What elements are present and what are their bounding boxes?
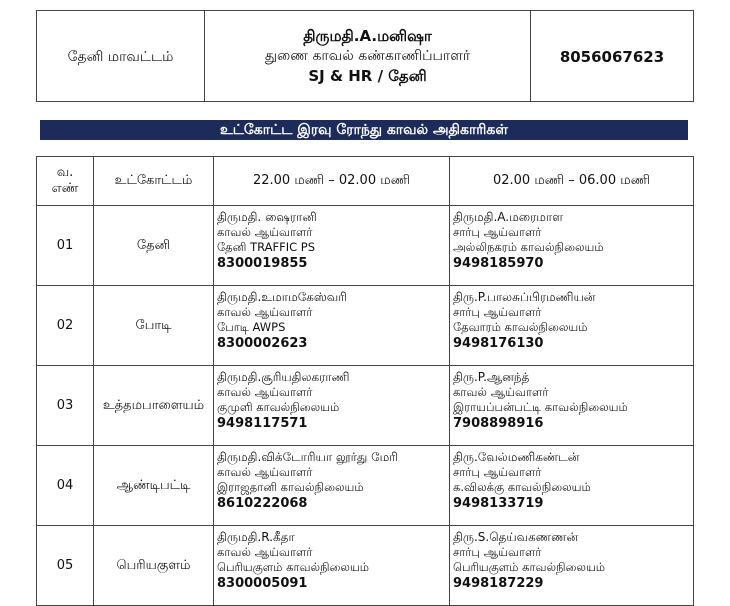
officer-rank: காவல் ஆய்வாளர்	[217, 305, 313, 319]
table-row	[37, 526, 694, 606]
officer-phone: 8300019855	[217, 256, 308, 271]
row-serial-no: 02	[37, 286, 94, 366]
table-row	[37, 446, 694, 526]
row-serial-no: 01	[37, 206, 94, 286]
officer-rank: காவல் ஆய்வாளர்	[217, 545, 313, 559]
officer-phone: 9498133719	[453, 496, 544, 511]
header-division: உட்கோட்டம்	[94, 157, 214, 206]
officer-phone-cell	[531, 11, 694, 102]
officer-rank: சார்பு ஆய்வாளர்	[453, 465, 542, 479]
officer-station: இராயப்பன்பட்டி காவல்நிலையம்	[453, 400, 628, 414]
officer-phone: 9498185970	[453, 256, 544, 271]
officer-station: க.விலக்கு காவல்நிலையம்	[453, 480, 591, 494]
officer-name: திருமதி.விக்டோரியா லூர்து மேரி	[217, 450, 398, 464]
officer-phone: 9498176130	[453, 336, 544, 351]
officer-shift2-cell	[450, 286, 694, 366]
officer-name: திரு.S.தெய்வகணணன்	[453, 530, 578, 544]
officer-title: துணை காவல் கண்காணிப்பாளர்	[264, 48, 471, 64]
table-header-row	[37, 157, 694, 206]
officer-rank: காவல் ஆய்வாளர்	[217, 225, 313, 239]
district-name: தேனி மாவட்டம்	[67, 48, 174, 65]
officer-station: குமுளி காவல்நிலையம்	[217, 400, 340, 414]
officer-name: திருமதி.A.மனிஷா	[303, 27, 432, 45]
officer-name: திருமதி.A.மரைமாள	[453, 210, 564, 224]
officer-name: திருமதி.R.கீதா	[217, 530, 295, 544]
officer-station: தேவாரம் காவல்நிலையம்	[453, 320, 588, 334]
row-division: ஆண்டிபட்டி	[94, 446, 214, 526]
officer-shift1-cell	[214, 446, 450, 526]
officer-phone: 8610222068	[217, 496, 308, 511]
officer-rank: காவல் ஆய்வாளர்	[217, 385, 313, 399]
officer-shift2-cell	[450, 366, 694, 446]
officer-unit: SJ & HR / தேனி	[308, 67, 427, 85]
officer-cell	[205, 11, 531, 102]
officer-shift1-cell	[214, 286, 450, 366]
officer-name: திரு.P.ஆனந்த்	[453, 370, 530, 384]
officer-rank: காவல் ஆய்வாளர்	[453, 385, 549, 399]
officer-rank: சார்பு ஆய்வாளர்	[453, 225, 542, 239]
header-shift-1: 22.00 மணி – 02.00 மணி	[214, 157, 450, 206]
header-serial-no: வ. எண்	[37, 157, 94, 206]
officer-station: போடி AWPS	[217, 320, 286, 334]
officer-station: பெரியகுளம் காவல்நிலையம்	[453, 560, 606, 574]
officer-phone: 8300002623	[217, 336, 308, 351]
officer-shift2-cell	[450, 206, 694, 286]
row-division: தேனி	[94, 206, 214, 286]
officer-rank: சார்பு ஆய்வாளர்	[453, 305, 542, 319]
officer-name: திருமதி.உமாமகேஸ்வரி	[217, 290, 347, 304]
officer-name: திருமதி. ஷைரானி	[217, 210, 317, 224]
officer-phone: 9498187229	[453, 576, 544, 591]
table-row	[37, 366, 694, 446]
header-shift-2: 02.00 மணி – 06.00 மணி	[450, 157, 694, 206]
patrol-officers-table	[36, 156, 694, 606]
officer-phone: 8300005091	[217, 576, 308, 591]
officer-shift2-cell	[450, 446, 694, 526]
officer-name: திரு.P.பாலசுப்பிரமணியன்	[453, 290, 596, 304]
section-banner: உட்கோட்ட இரவு ரோந்து காவல் அதிகாரிகள்	[40, 120, 688, 140]
table-row	[37, 286, 694, 366]
table-row	[37, 206, 694, 286]
officer-shift1-cell	[214, 526, 450, 606]
district-officer-table	[36, 10, 694, 102]
officer-rank: காவல் ஆய்வாளர்	[217, 465, 313, 479]
officer-phone: 9498117571	[217, 416, 308, 431]
officer-station: பெரியகுளம் காவல்நிலையம்	[217, 560, 370, 574]
officer-shift1-cell	[214, 206, 450, 286]
officer-station: தேனி TRAFFIC PS	[217, 240, 316, 254]
row-serial-no: 05	[37, 526, 94, 606]
officer-name: திரு.வேல்மணிகண்டன்	[453, 450, 580, 464]
officer-shift1-cell	[214, 366, 450, 446]
district-officer-row	[37, 11, 694, 102]
row-serial-no: 04	[37, 446, 94, 526]
row-division: பெரியகுளம்	[94, 526, 214, 606]
row-division: போடி	[94, 286, 214, 366]
row-serial-no: 03	[37, 366, 94, 446]
officer-phone: 8056067623	[559, 47, 665, 66]
officer-station: இராஜதானி காவல்நிலையம்	[217, 480, 364, 494]
officer-shift2-cell	[450, 526, 694, 606]
district-cell	[37, 11, 205, 102]
officer-name: திருமதி.சூரியதிலகராணி	[217, 370, 350, 384]
row-division: உத்தமபாளையம்	[94, 366, 214, 446]
officer-phone: 7908898916	[453, 416, 544, 431]
officer-station: அல்லிநகரம் காவல்நிலையம்	[453, 240, 604, 254]
officer-rank: சார்பு ஆய்வாளர்	[453, 545, 542, 559]
